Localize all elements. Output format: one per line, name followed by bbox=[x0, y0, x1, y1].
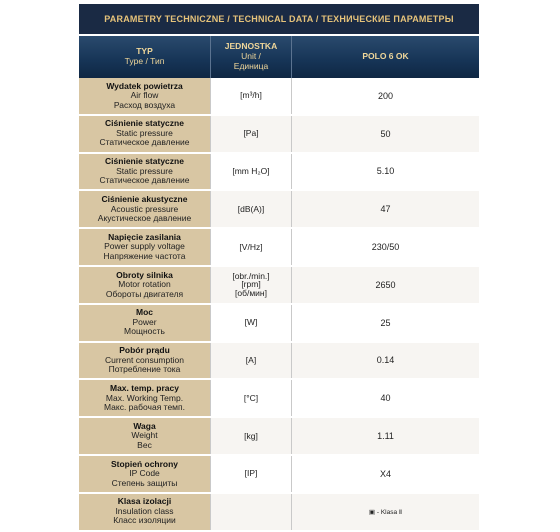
param-unit bbox=[210, 305, 292, 341]
header-type-label: TYP bbox=[136, 46, 153, 57]
param-value: 0.14 bbox=[292, 343, 479, 379]
table-row bbox=[79, 229, 479, 267]
param-unit bbox=[210, 380, 292, 416]
param-value: ▣ - Klasa Ⅱ bbox=[292, 494, 479, 530]
header-unit-line2: Unit / bbox=[241, 51, 261, 62]
param-label bbox=[79, 494, 210, 530]
param-value: 40 bbox=[292, 380, 479, 416]
param-value: X4 bbox=[292, 456, 479, 492]
sheet-title: PARAMETRY TECHNICZNE / TECHNICAL DATA / ТЕХНИЧЕСКИЕ ПАРАМЕТРЫ bbox=[79, 4, 479, 34]
spec-sheet bbox=[79, 4, 479, 532]
param-name-en: Acoustic pressure bbox=[110, 203, 179, 214]
param-unit bbox=[210, 456, 292, 492]
param-unit bbox=[210, 343, 292, 379]
header-model bbox=[292, 36, 479, 78]
header-type bbox=[79, 36, 211, 78]
param-name-pl: Ciśnienie akustyczne bbox=[101, 194, 188, 205]
param-name-ru: Обороты двигателя bbox=[105, 288, 184, 299]
param-name-pl: Moc bbox=[136, 307, 153, 318]
param-name-ru: Потребление тока bbox=[108, 364, 181, 375]
param-name-pl: Stopień ochrony bbox=[110, 458, 179, 469]
param-name-en: Current consumption bbox=[105, 354, 184, 365]
param-label bbox=[79, 343, 210, 379]
param-name-en: IP Code bbox=[129, 468, 160, 479]
param-name-en: Insulation class bbox=[115, 505, 174, 516]
header-type-sub: Type / Тип bbox=[124, 56, 165, 66]
table-row bbox=[79, 380, 479, 418]
param-value: 5.10 bbox=[292, 154, 479, 190]
unit-text: [°C] bbox=[243, 392, 259, 403]
unit-text: [W] bbox=[244, 317, 258, 328]
header-unit-label: JEDNOSTKA bbox=[224, 41, 278, 52]
param-unit bbox=[210, 154, 292, 190]
unit-text: [kg] bbox=[244, 430, 258, 441]
param-name-ru: Расход воздуха bbox=[113, 99, 176, 110]
table-row bbox=[79, 78, 479, 116]
table-row bbox=[79, 456, 479, 494]
table-row bbox=[79, 494, 479, 532]
param-unit bbox=[210, 191, 292, 227]
param-name-ru: Мощность bbox=[124, 326, 165, 337]
table-row bbox=[79, 191, 479, 229]
param-name-en: Power bbox=[132, 316, 157, 327]
param-label bbox=[79, 78, 210, 114]
header-unit bbox=[211, 36, 292, 78]
param-name-ru: Макс. рабочая темп. bbox=[103, 402, 185, 413]
unit-text: [rpm] bbox=[241, 279, 261, 290]
unit-text: [IP] bbox=[244, 468, 258, 479]
param-label bbox=[79, 116, 210, 152]
param-label bbox=[79, 229, 210, 265]
table-row bbox=[79, 305, 479, 343]
param-value: 47 bbox=[292, 191, 479, 227]
param-name-en: Air flow bbox=[130, 90, 159, 101]
table-row bbox=[79, 267, 479, 305]
unit-text: [m³/h] bbox=[240, 90, 262, 101]
param-name-pl: Napięcie zasilania bbox=[108, 231, 181, 242]
param-value: 50 bbox=[292, 116, 479, 152]
unit-text: [mm H₂O] bbox=[232, 166, 270, 177]
param-name-pl: Klasa izolacji bbox=[117, 496, 172, 507]
param-name-ru: Вес bbox=[137, 439, 152, 450]
header-model-label: POLO 6 OK bbox=[362, 51, 409, 62]
table-row bbox=[79, 418, 479, 456]
param-name-en: Motor rotation bbox=[118, 279, 171, 290]
param-name-en: Max. Working Temp. bbox=[105, 392, 184, 403]
unit-text: [A] bbox=[245, 355, 257, 366]
unit-text: [об/мин] bbox=[235, 288, 267, 299]
param-name-en: Weight bbox=[131, 430, 158, 441]
param-name-pl: Wydatek powietrza bbox=[106, 80, 183, 91]
param-label bbox=[79, 191, 210, 227]
param-name-pl: Obroty silnika bbox=[116, 269, 173, 280]
param-value: 25 bbox=[292, 305, 479, 341]
param-value: 1.11 bbox=[292, 418, 479, 454]
header-unit-line3: Единица bbox=[233, 60, 269, 71]
param-label bbox=[79, 305, 210, 341]
param-name-en: Static pressure bbox=[116, 127, 173, 138]
table-header bbox=[79, 36, 479, 78]
unit-text: [V/Hz] bbox=[239, 241, 263, 252]
param-name-pl: Ciśnienie statyczne bbox=[105, 156, 184, 167]
param-unit bbox=[210, 229, 292, 265]
param-unit bbox=[210, 78, 292, 114]
param-label bbox=[79, 418, 210, 454]
param-name-ru: Степень защиты bbox=[111, 477, 178, 488]
table-row bbox=[79, 116, 479, 154]
param-unit bbox=[210, 116, 292, 152]
param-name-pl: Ciśnienie statyczne bbox=[105, 118, 184, 129]
param-name-pl: Waga bbox=[133, 420, 156, 431]
param-name-ru: Акустическое давление bbox=[97, 213, 192, 224]
unit-text: [dB(A)] bbox=[237, 203, 265, 214]
param-name-pl: Max. temp. pracy bbox=[110, 383, 179, 393]
unit-text: [obr./min.] bbox=[232, 270, 270, 281]
param-value: 2650 bbox=[292, 267, 479, 303]
param-unit bbox=[210, 494, 292, 530]
param-value: 230/50 bbox=[292, 229, 479, 265]
table-body bbox=[79, 78, 479, 532]
param-name-en: Static pressure bbox=[116, 165, 173, 176]
param-label bbox=[79, 267, 210, 303]
param-name-ru: Класс изоляции bbox=[113, 515, 176, 526]
unit-text: [Pa] bbox=[243, 128, 259, 139]
param-label bbox=[79, 456, 210, 492]
param-name-pl: Pobór prądu bbox=[119, 345, 170, 356]
param-unit bbox=[210, 418, 292, 454]
param-unit bbox=[210, 267, 292, 303]
param-name-ru: Статическое давление bbox=[99, 137, 190, 148]
table-row bbox=[79, 343, 479, 381]
param-name-en: Power supply voltage bbox=[104, 241, 185, 252]
param-value: 200 bbox=[292, 78, 479, 114]
table-row bbox=[79, 154, 479, 192]
param-label bbox=[79, 154, 210, 190]
param-name-ru: Напряжение частота bbox=[103, 250, 186, 261]
param-label bbox=[79, 380, 210, 416]
param-name-ru: Статическое давление bbox=[99, 175, 190, 186]
